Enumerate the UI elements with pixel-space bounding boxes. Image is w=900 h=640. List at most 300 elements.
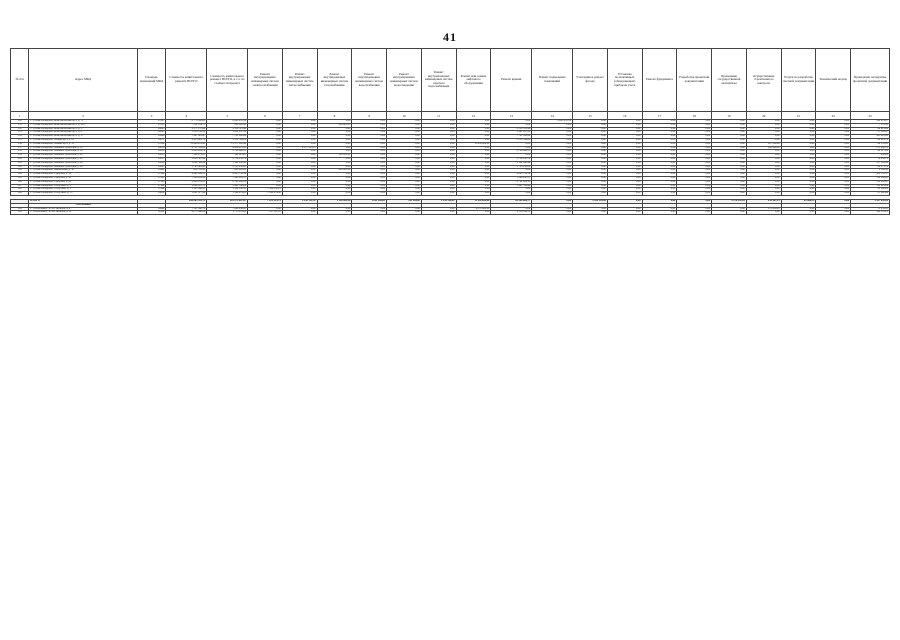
table-cell: 0,00	[421, 123, 456, 127]
table-cell: 0,00	[642, 142, 677, 146]
table-cell: 0,00	[781, 131, 816, 135]
table-cell: 1 594 474,82	[207, 192, 248, 196]
table-cell: 0,00	[317, 150, 352, 154]
table-cell: 0,00	[746, 211, 781, 215]
table-cell: 0,00	[421, 127, 456, 131]
table-cell: 0,00	[816, 165, 851, 169]
column-header: № п/п	[11, 49, 29, 112]
column-header: Ремонт внутридомовых инженерных систем водоотведения	[387, 49, 422, 112]
table-cell: 0,00	[816, 199, 851, 203]
table-cell: 0,00	[746, 135, 781, 139]
table-cell: 0,00	[781, 169, 816, 173]
table-cell: 0,00	[387, 131, 422, 135]
table-cell: 0,00	[317, 135, 352, 139]
table-cell: 1 621 477,48	[166, 192, 207, 196]
table-cell: 38271	[137, 138, 166, 142]
table-cell: 0,00	[282, 165, 317, 169]
table-cell: 0,00	[421, 169, 456, 173]
table-cell: 0,00	[421, 176, 456, 180]
table-cell: 0,00	[607, 146, 642, 150]
table-cell: 0,00	[642, 138, 677, 142]
column-header: Услуги по разработке сметной документации	[781, 49, 816, 112]
table-cell: 0,00	[746, 154, 781, 158]
table-cell: 0,00	[712, 157, 747, 161]
table-cell: 105 273 687,47	[207, 199, 248, 203]
table-cell: 0,00	[421, 157, 456, 161]
table-cell: 0,00	[532, 207, 573, 211]
table-cell: 0,00	[816, 135, 851, 139]
table-cell: 0,00	[387, 192, 422, 196]
table-cell: 0,00	[387, 211, 422, 215]
table-cell: 0,00	[607, 176, 642, 180]
table-cell: 0,00	[816, 207, 851, 211]
table-cell: 3 491 338,64	[207, 184, 248, 188]
table-cell: 0,00	[352, 138, 387, 142]
table-cell: 0,00	[642, 207, 677, 211]
table-cell: 0,00	[456, 211, 491, 215]
table-cell: 2 765 802,41	[166, 165, 207, 169]
table-cell: 0,00	[491, 154, 532, 158]
table-cell: 0,00	[421, 192, 456, 196]
column-number: 12	[456, 112, 491, 120]
table-cell: 0,00	[642, 150, 677, 154]
table-cell: 7 781 092,64	[207, 135, 248, 139]
table-cell: 0,00	[746, 180, 781, 184]
table-cell: 127 320,48	[746, 142, 781, 146]
table-cell: 0,00	[781, 127, 816, 131]
table-cell: 0,00	[532, 192, 573, 196]
column-header: Ремонт внутридомовых инженерных систем водоснабжения	[352, 49, 387, 112]
table-cell: 37950	[137, 176, 166, 180]
address-cell: г. Усолье-Сибирское, Комсомольский пр-т, д. 8	[29, 131, 137, 135]
table-cell: 7 781 092,64	[491, 135, 532, 139]
table-cell: 134 006,05	[851, 176, 890, 180]
column-number-row	[11, 112, 890, 120]
table-cell: 0,00	[248, 146, 283, 150]
table-cell: 0,00	[456, 154, 491, 158]
table-cell: 0,00	[532, 157, 573, 161]
table-cell: 555	[11, 138, 29, 142]
column-number: 10	[387, 112, 422, 120]
table-cell: 0,00	[282, 123, 317, 127]
table-cell: 0,00	[677, 123, 712, 127]
column-number: 13	[491, 112, 532, 120]
table-cell: 0,00	[456, 188, 491, 192]
table-cell: 0,00	[712, 135, 747, 139]
table-cell: 0,00	[712, 169, 747, 173]
column-header: Проведение экспертизы проектной документации	[851, 49, 890, 112]
table-cell: 0,00	[352, 157, 387, 161]
table-cell: 554	[11, 135, 29, 139]
table-cell: 0,00	[352, 154, 387, 158]
table-cell: 0,00	[573, 150, 608, 154]
column-header: Утепление и ремонт фасада	[573, 49, 608, 112]
table-cell: 0,00	[352, 123, 387, 127]
column-header: Разработка проектной документации	[677, 49, 712, 112]
address-cell: г. Усолье-Сибирское, Толбухина, д. 3	[29, 184, 137, 188]
table-cell: 0,00	[642, 176, 677, 180]
table-cell: 590	[11, 211, 29, 215]
table-cell: 0,00	[781, 142, 816, 146]
table-cell: 0,00	[532, 138, 573, 142]
table-cell: 0,00	[248, 161, 283, 165]
table-cell: 11 450 000,00	[456, 142, 491, 146]
table-cell: 0,00	[282, 142, 317, 146]
table-cell: 0,00	[282, 211, 317, 215]
column-number: 5	[207, 112, 248, 120]
table-cell: 0,00	[352, 207, 387, 211]
table-cell: 2 734 250,79	[207, 157, 248, 161]
table-cell: 0,00	[317, 120, 352, 124]
table-cell: 102 355,37	[851, 173, 890, 177]
table-cell: 0,00	[317, 192, 352, 196]
table-cell: 2 796 692,55	[491, 150, 532, 154]
table-cell: 0,00	[456, 192, 491, 196]
table-cell: 0,00	[248, 207, 283, 211]
table-cell: 0,00	[677, 135, 712, 139]
table-cell: 2 894 191,85	[166, 180, 207, 184]
table-cell: 0,00	[491, 207, 532, 211]
table-cell: 132 282,47	[851, 180, 890, 184]
column-header: Ремонт внутридомовых инженерных систем теплоснабжения	[282, 49, 317, 112]
table-cell: 0,00	[456, 176, 491, 180]
table-cell: 0,00	[677, 169, 712, 173]
table-cell: 0,00	[387, 123, 422, 127]
table-cell: 37945	[137, 180, 166, 184]
table-cell: 0,00	[282, 207, 317, 211]
address-cell: г. Усолье-Сибирское, Машиностроителей, д. 10	[29, 146, 137, 150]
table-cell: 0,00	[387, 157, 422, 161]
table-cell: 0,00	[282, 176, 317, 180]
table-cell: 2 761 909,38	[491, 180, 532, 184]
column-number: 11	[421, 112, 456, 120]
table-cell: 224 605,43	[317, 123, 352, 127]
table-cell: 0,00	[781, 165, 816, 169]
table-cell: 37949	[137, 173, 166, 177]
table-cell: 0,00	[642, 199, 677, 203]
table-cell: 0,00	[248, 184, 283, 188]
address-cell: г. Усолье-Сибирское, Ленина пр-т, д. 23	[29, 138, 137, 142]
table-cell: 37 128,97	[851, 131, 890, 135]
table-cell: 553	[11, 131, 29, 135]
table-cell: 0,00	[677, 131, 712, 135]
table-cell: 0,00	[677, 157, 712, 161]
table-cell: 129 679,27	[851, 120, 890, 124]
table-cell: 0,00	[352, 169, 387, 173]
table-cell: 38247	[137, 165, 166, 169]
table-cell: 0,00	[781, 180, 816, 184]
table-cell: 0,00	[352, 127, 387, 131]
table-cell: 0,00	[282, 154, 317, 158]
table-cell: 0,00	[248, 157, 283, 161]
table-cell: 593 296,00	[387, 199, 422, 203]
table-cell: 8 643 931,54	[207, 120, 248, 124]
table-cell: 2 734 250,79	[491, 157, 532, 161]
table-cell: 0,00	[712, 142, 747, 146]
table-cell: 0,00	[677, 188, 712, 192]
table-cell: 0,00	[746, 138, 781, 142]
table-cell: 1 318 786,52	[166, 131, 207, 135]
table-cell: 63 908 626,77	[491, 199, 532, 203]
table-cell: 0,00	[456, 131, 491, 135]
table-cell: 0,00	[746, 184, 781, 188]
column-number: 18	[677, 112, 712, 120]
table-cell: 0,00	[387, 169, 422, 173]
table-cell: 0,00	[421, 165, 456, 169]
table-cell: 0,00	[573, 146, 608, 150]
table-cell: 0,00	[642, 131, 677, 135]
table-cell: 0,00	[491, 142, 532, 146]
table-cell: 0,00	[712, 154, 747, 158]
table-cell: 0,00	[816, 161, 851, 165]
page-number: 41	[443, 30, 457, 44]
table-cell: 0,00	[781, 192, 816, 196]
column-header: Площадь помещений МКД	[137, 49, 166, 112]
table-cell: 0,00	[456, 180, 491, 184]
table-cell: 561	[11, 161, 29, 165]
table-cell: 7 947 005,47	[166, 135, 207, 139]
table-cell: 392 021,81	[207, 154, 248, 158]
table-cell: 4 556 144,13	[491, 211, 532, 215]
table-cell: 7 121 990,76	[166, 207, 207, 211]
column-number: 6	[248, 112, 283, 120]
table-cell: 257 111,81	[248, 211, 283, 215]
table-cell: 565	[11, 176, 29, 180]
table-cell: 0,00	[317, 146, 352, 150]
table-cell: 1 345 640,41	[166, 188, 207, 192]
address-cell: г. Усолье-Сибирское, Толбухина, д. 13	[29, 192, 137, 196]
table-cell: 0,00	[282, 161, 317, 165]
table-cell: 0,00	[491, 169, 532, 173]
table-cell: 0,00	[421, 135, 456, 139]
table-cell: 0,00	[781, 120, 816, 124]
table-cell: 0,00	[712, 192, 747, 196]
table-cell: 37992	[137, 184, 166, 188]
table-cell: 0,00	[677, 180, 712, 184]
table-cell: 0,00	[282, 150, 317, 154]
table-cell: 0,00	[532, 173, 573, 177]
table-cell: 0,00	[642, 169, 677, 173]
table-cell: 0,00	[816, 211, 851, 215]
table-cell: 73 033,81	[851, 207, 890, 211]
table-cell: 0,00	[282, 192, 317, 196]
table-cell: 38258	[137, 161, 166, 165]
table-cell: 0,00	[573, 184, 608, 188]
table-cell: 566	[11, 180, 29, 184]
table-cell: 0,00	[712, 150, 747, 154]
address-cell: Усть-Илимск	[29, 203, 137, 207]
table-cell: 569	[11, 192, 29, 196]
table-cell: 38279	[137, 146, 166, 150]
table-cell: 0,00	[607, 142, 642, 146]
table-cell: 2 761 909,38	[207, 180, 248, 184]
table-cell: 4 117 505,15	[282, 146, 317, 150]
table-cell: 0,00	[421, 138, 456, 142]
table-cell: 4 968 094,53	[166, 173, 207, 177]
table-cell: 0,00	[282, 127, 317, 131]
table-cell: 341 968,08	[746, 146, 781, 150]
table-cell: 0,00	[421, 211, 456, 215]
table-cell: 38500	[137, 211, 166, 215]
table-cell: 0,00	[248, 123, 283, 127]
table-cell: 6 870 000,00	[456, 207, 491, 211]
table-cell: 0,00	[607, 207, 642, 211]
table-cell: 0,00	[317, 207, 352, 211]
table-cell: 2 510 315,98	[491, 127, 532, 131]
table-cell: 38499	[137, 207, 166, 211]
table-cell: 0,00	[456, 127, 491, 131]
column-header: Ремонт или замена лифтового оборудования	[456, 49, 491, 112]
table-cell: 0,00	[746, 169, 781, 173]
table-cell: 38291	[137, 131, 166, 135]
table-cell: 0,00	[456, 120, 491, 124]
table-cell: 0,00	[282, 188, 317, 192]
table-cell: 0,00	[532, 188, 573, 192]
table-cell: 1 324 352,13	[248, 188, 283, 192]
table-cell: 0,00	[491, 120, 532, 124]
table-cell: 0,00	[816, 176, 851, 180]
table-cell: 38257	[137, 157, 166, 161]
table-cell: 0,00	[387, 154, 422, 158]
table-body	[11, 120, 890, 215]
address-cell: ИТОГО	[29, 199, 137, 203]
table-cell: 0,00	[573, 154, 608, 158]
table-cell: 0,00	[677, 184, 712, 188]
table-cell: 392 021,81	[317, 154, 352, 158]
table-cell: 3 542 943,44	[491, 161, 532, 165]
table-cell: 0,00	[387, 146, 422, 150]
table-cell: 0,00	[317, 157, 352, 161]
column-header: Технический надзор	[816, 49, 851, 112]
table-cell: 0,00	[532, 123, 573, 127]
table-cell: 0,00	[816, 131, 851, 135]
table-cell: 2 705 230,63	[491, 165, 532, 169]
table-cell: 2 143 316,81	[421, 199, 456, 203]
column-header: Адрес МКД	[29, 49, 137, 112]
table-cell: 3 680 328,84	[166, 161, 207, 165]
table-cell: 0,00	[573, 192, 608, 196]
table-cell: 0,00	[421, 180, 456, 184]
table-cell: 0,00	[282, 138, 317, 142]
address-cell: г. Усолье-Сибирское, Комсомольский пр-т, д. 93б	[29, 123, 137, 127]
table-cell: 0,00	[532, 150, 573, 154]
table-cell: 0,00	[387, 127, 422, 131]
table-cell: 6 075 846,86	[166, 211, 207, 215]
table-cell: 0,00	[387, 188, 422, 192]
table-cell: 0,00	[677, 161, 712, 165]
table-cell: 0,00	[642, 127, 677, 131]
table-cell: 0,00	[573, 180, 608, 184]
table-cell: 0,00	[352, 131, 387, 135]
table-cell: 0,00	[677, 192, 712, 196]
table-cell: 0,00	[816, 180, 851, 184]
table-cell: 0,00	[816, 150, 851, 154]
table-cell: 0,00	[573, 176, 608, 180]
table-cell: 0,00	[607, 120, 642, 124]
column-number: 16	[607, 112, 642, 120]
column-number: 15	[573, 112, 608, 120]
table-cell: 0,00	[677, 173, 712, 177]
table-cell: 0,00	[317, 142, 352, 146]
table-cell: 0,00	[456, 146, 491, 150]
table-cell: 0,00	[607, 157, 642, 161]
table-cell: 27 002,66	[851, 192, 890, 196]
column-number: 21	[781, 112, 816, 120]
table-cell: 0,00	[816, 146, 851, 150]
address-cell: г. Усолье-Сибирское, Комсомольский пр-т, д. 3	[29, 127, 137, 131]
table-cell: 0,00	[712, 127, 747, 131]
table-cell: 4 865 739,16	[491, 173, 532, 177]
table-cell: 0,00	[352, 176, 387, 180]
table-cell: 0,00	[573, 161, 608, 165]
table-cell: 0,00	[317, 211, 352, 215]
table-cell: 8 773 610,81	[166, 120, 207, 124]
table-cell: 0,00	[712, 146, 747, 150]
table-cell: 0,00	[816, 173, 851, 177]
table-cell: 0,00	[532, 127, 573, 131]
table-cell: 0,00	[248, 135, 283, 139]
table-cell: 2 705 230,63	[207, 165, 248, 169]
table-cell: 0,00	[573, 138, 608, 142]
table-cell: 0,00	[712, 176, 747, 180]
table-cell: 0,00	[642, 135, 677, 139]
table-cell: 0,00	[781, 157, 816, 161]
table-cell: 0,00	[387, 138, 422, 142]
table-cell: 0,00	[317, 161, 352, 165]
table-cell: 0,00	[677, 138, 712, 142]
table-cell: 0,00	[352, 192, 387, 196]
table-cell: 37994	[137, 188, 166, 192]
table-cell: 0,00	[421, 207, 456, 211]
table-cell: 0,00	[816, 169, 851, 173]
table-cell: 0,00	[248, 173, 283, 177]
table-cell: 0,00	[352, 188, 387, 192]
table-cell: 0,00	[421, 146, 456, 150]
table-cell: 0,00	[352, 120, 387, 124]
table-cell: 0,00	[532, 161, 573, 165]
table-cell: 0,00	[816, 142, 851, 146]
column-number: 14	[532, 112, 573, 120]
table-cell: 0,00	[781, 123, 816, 127]
column-header: Проведение государственной экспертизы	[712, 49, 747, 112]
table-cell: 643 683,02	[317, 169, 352, 173]
address-cell: г. Усолье-Сибирское, Машиностроителей, д. 16	[29, 150, 137, 154]
table-cell: 0,00	[573, 127, 608, 131]
table-cell: 3 527 632,24	[851, 199, 890, 203]
table-cell: 0,00	[248, 176, 283, 180]
table-cell: 0,00	[573, 165, 608, 169]
table-cell: 0,00	[746, 131, 781, 135]
table-cell: 0,00	[746, 165, 781, 169]
table-cell: 0,00	[746, 123, 781, 127]
table-cell: 7 994 224,42	[166, 176, 207, 180]
column-number: 9	[352, 112, 387, 120]
table-cell: 38242	[137, 169, 166, 173]
table-cell: 0,00	[421, 173, 456, 177]
table-cell: 552	[11, 127, 29, 131]
table-cell: 74 056,70	[851, 157, 890, 161]
table-cell: 0,00	[712, 188, 747, 192]
column-number: 22	[816, 112, 851, 120]
table-cell: 0,00	[421, 142, 456, 146]
column-header: Ремонт внутридомовых инженерных систем газоснабжения	[317, 49, 352, 112]
table-cell: 0,00	[573, 169, 608, 173]
table-cell: 563	[11, 169, 29, 173]
table-cell: 0,00	[532, 199, 573, 203]
table-cell: 0,00	[248, 180, 283, 184]
column-header: Ремонт внутридомовых инженерных систем горячего водоснабжения	[421, 49, 456, 112]
table-cell: 1 029 964,65	[352, 199, 387, 203]
